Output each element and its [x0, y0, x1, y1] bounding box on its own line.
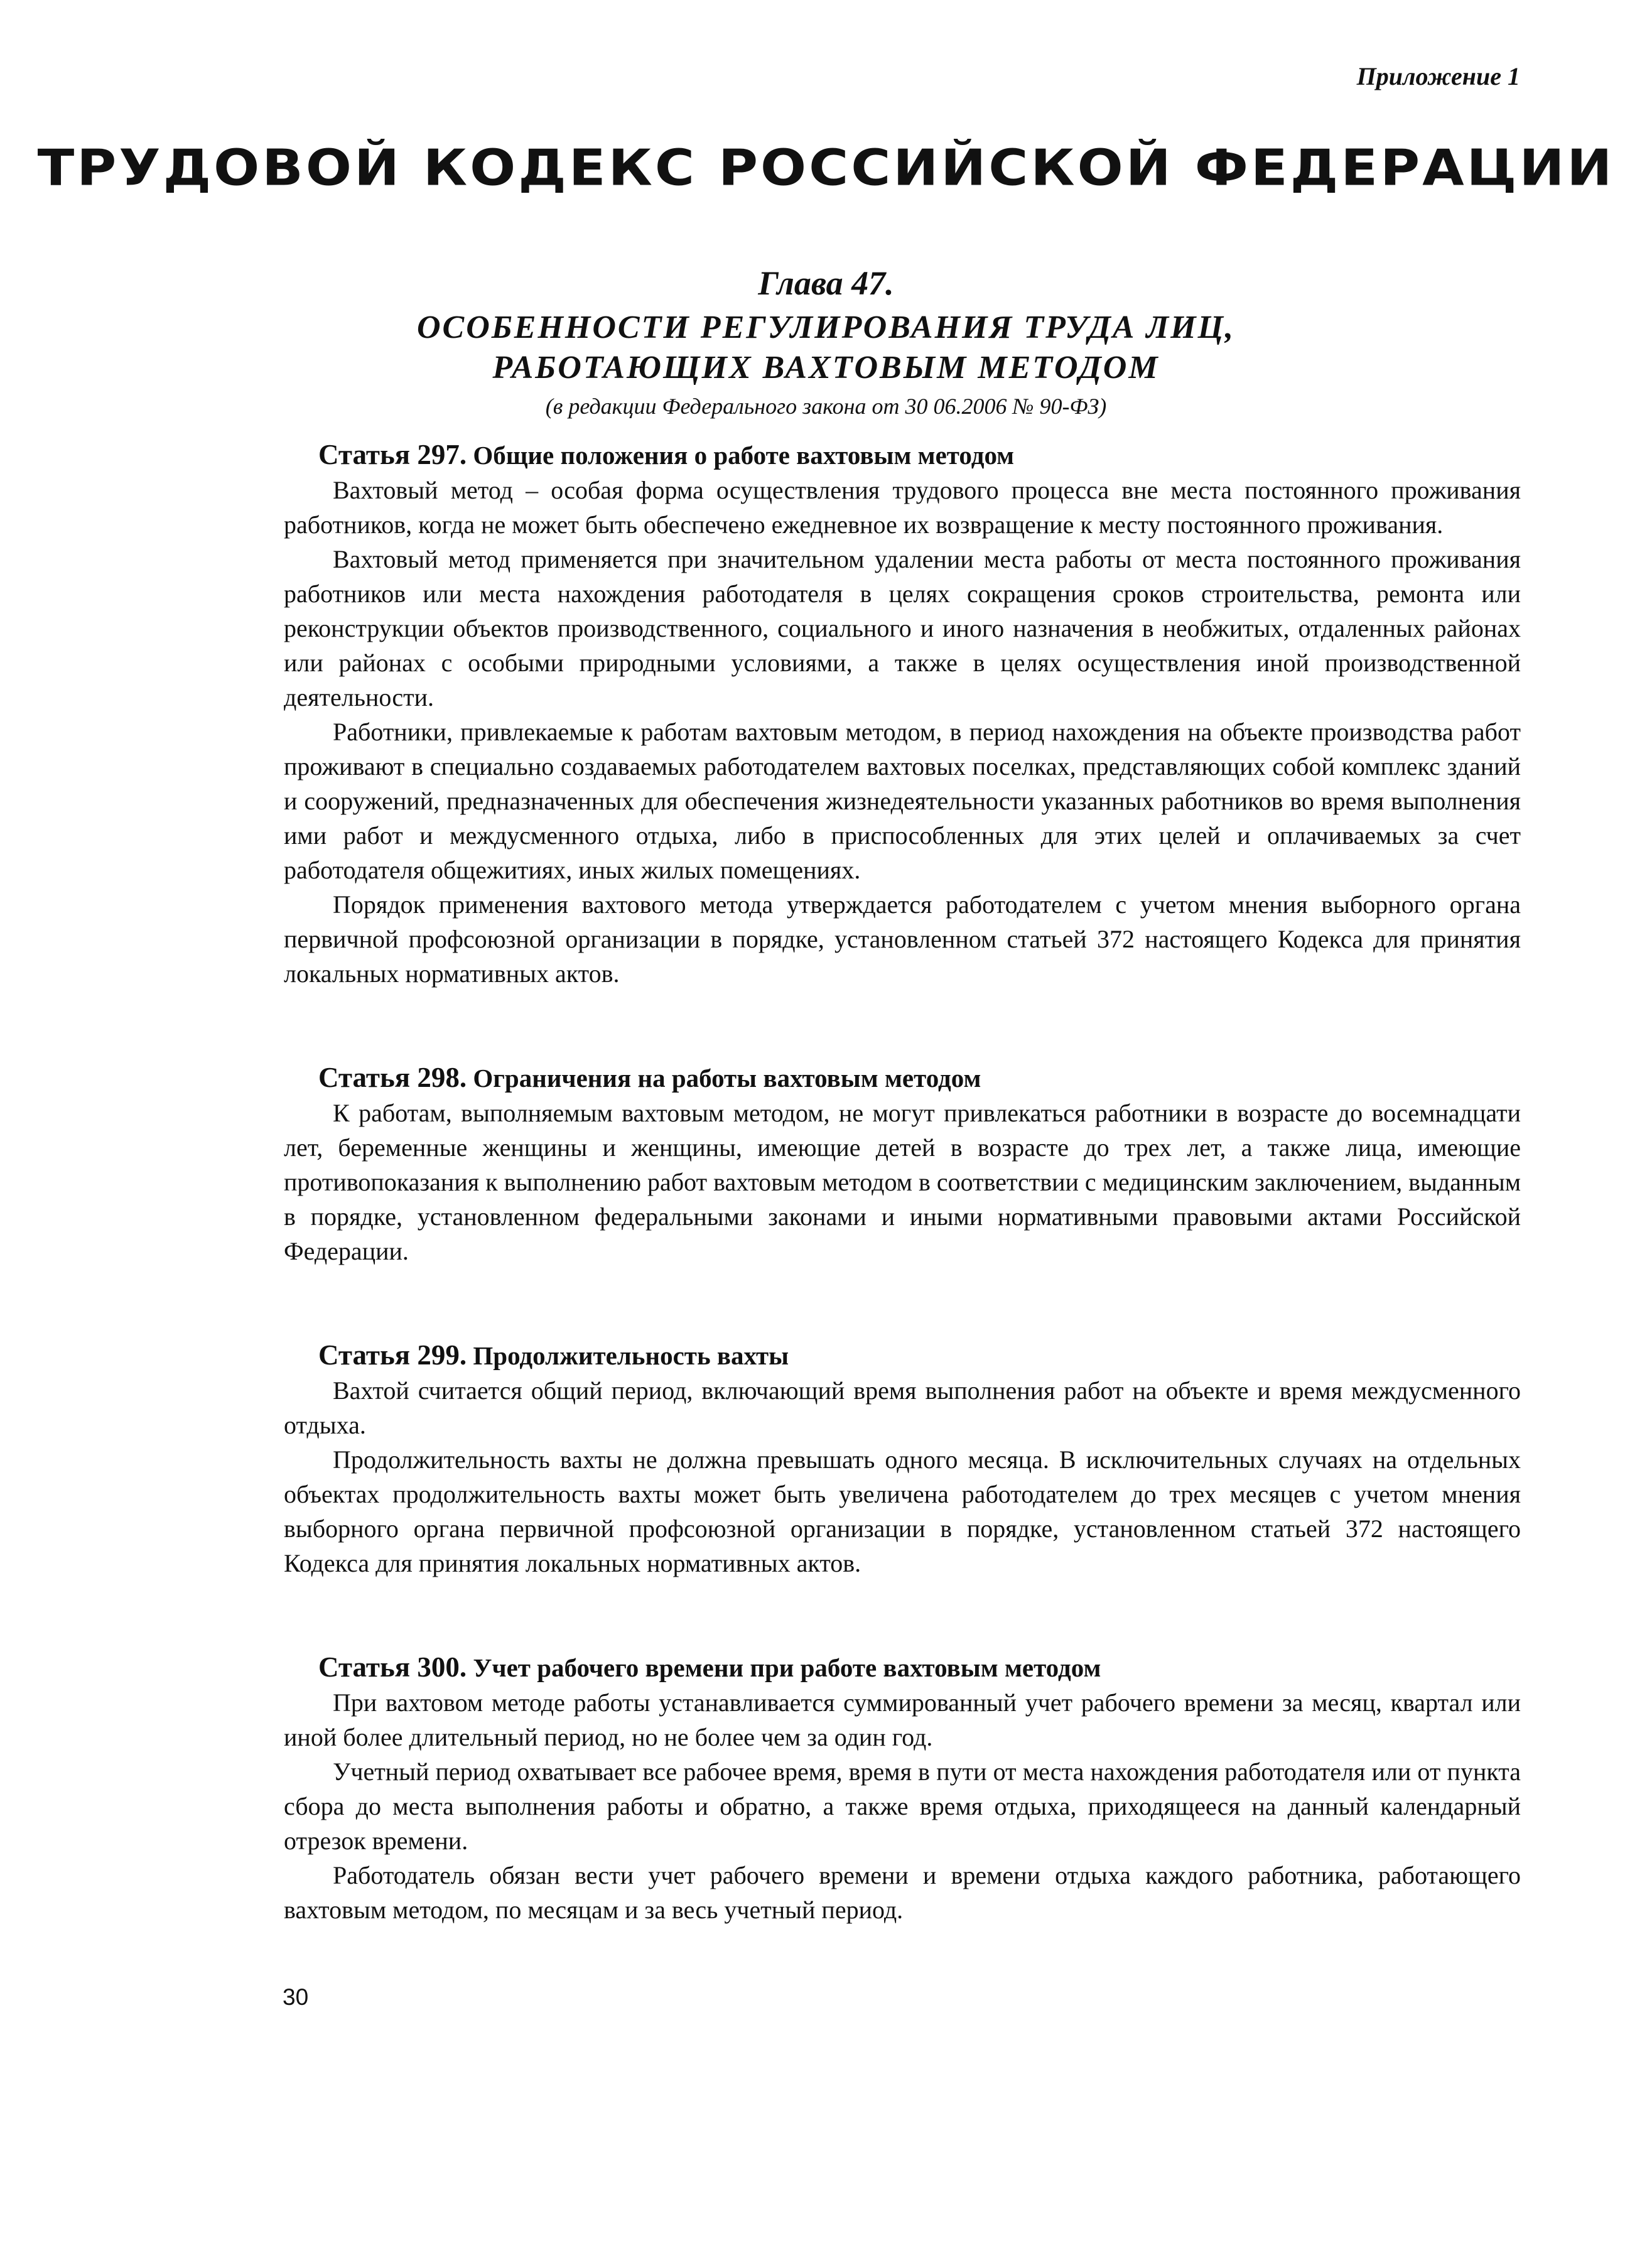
article-heading [318, 1650, 1521, 1685]
article-paragraph: К работам, выполняемым вахтовым методом, не могут привлекаться работники в возрасте до восемнадцати лет, беременные женщины и женщины, имеющие детей в возрасте до трех лет, а также лица, имеющие противопоказания к выполнению работ вахтовым методом в соответствии с медицинским заключением, выданным в порядке, установленном федеральными законами и иными нормативными правовыми актами Российской Федерации. [284, 1099, 1521, 1265]
appendix-label: Приложение 1 [1356, 62, 1520, 90]
article-title: Продолжительность вахты [473, 1341, 789, 1370]
article-paragraph: Вахтовый метод – особая форма осуществления трудового процесса вне места постоянного проживания работников, когда не может быть обеспечено ежедневное их возвращение к месту постоянного проживания. [284, 476, 1521, 539]
article-heading [318, 437, 1521, 473]
chapter-edition-note: (в редакции Федерального закона от 30 06.2006 № 90-ФЗ) [545, 394, 1107, 419]
article-297 [284, 437, 1521, 991]
article-paragraph: Учетный период охватывает все рабочее время, время в пути от места нахождения работодателя или от пункта сбора до места выполнения работы и обратно, а также время отдыха, приходящееся на данный календарный отрезок времени. [284, 1758, 1521, 1855]
article-heading [318, 1337, 1521, 1373]
article-title: Общие положения о работе вахтовым методом [473, 441, 1015, 470]
chapter-title-line1: ОСОБЕННОСТИ РЕГУЛИРОВАНИЯ ТРУДА ЛИЦ, [416, 310, 1236, 345]
article-298 [284, 1060, 1521, 1268]
article-paragraph: Вахтой считается общий период, включающий время выполнения работ на объекте и время междусменного отдыха. [284, 1376, 1521, 1439]
article-299 [284, 1337, 1521, 1580]
article-300 [284, 1650, 1521, 1927]
document-title: ТРУДОВОЙ КОДЕКС РОССИЙСКОЙ ФЕДЕРАЦИИ [37, 139, 1615, 197]
chapter-title-line2: РАБОТАЮЩИХ ВАХТОВЫМ МЕТОДОМ [492, 350, 1160, 386]
article-title: Учет рабочего времени при работе вахтовым методом [473, 1653, 1101, 1682]
article-label: Статья 298. [318, 1062, 467, 1093]
chapter-number: Глава 47. [758, 264, 894, 302]
article-spacer [284, 991, 1521, 1060]
article-label: Статья 300. [318, 1651, 467, 1683]
page-number: 30 [283, 1984, 309, 2010]
article-title: Ограничения на работы вахтовым методом [473, 1064, 981, 1093]
article-spacer [284, 1268, 1521, 1337]
article-label: Статья 299. [318, 1339, 467, 1371]
article-paragraph: Продолжительность вахты не должна превышать одного месяца. В исключительных случаях на отдельных объектах продолжительность вахты может быть увеличена работодателем до трех месяцев с учетом мнения выборного органа первичной профсоюзной организации в порядке, установленном статьей 372 настоящего Кодекса для принятия локальных нормативных актов. [284, 1445, 1521, 1577]
article-paragraph: Работники, привлекаемые к работам вахтовым методом, в период нахождения на объекте производства работ проживают в специально создаваемых работодателем вахтовых поселках, представляющих собой комплекс зданий и сооружений, предназначенных для обеспечения жизнедеятельности указанных работников во время выполнения ими работ и междусменного отдыха, либо в приспособленных для этих целей и оплачиваемых за счет работодателя общежитиях, иных жилых помещениях. [284, 718, 1521, 884]
articles-container [284, 437, 1521, 1927]
article-spacer [284, 1580, 1521, 1650]
article-paragraph: Вахтовый метод применяется при значительном удалении места работы от места постоянного проживания работников или места нахождения работодателя в целях сокращения сроков строительства, ремонта или реконструкции объектов производственного, социального и иного назначения в необжитых, отдаленных районах или районах с особыми природными условиями, а также в целях осуществления иной производственной деятельности. [284, 545, 1521, 711]
article-label: Статья 297. [318, 439, 467, 470]
article-paragraph: При вахтовом методе работы устанавливается суммированный учет рабочего времени за месяц, квартал или иной более длительный период, но не более чем за один год. [284, 1688, 1521, 1751]
article-heading [318, 1060, 1521, 1096]
article-paragraph: Порядок применения вахтового метода утверждается работодателем с учетом мнения выборного органа первичной профсоюзной организации в порядке, установленном статьей 372 настоящего Кодекса для принятия локальных нормативных актов. [284, 890, 1521, 988]
article-paragraph: Работодатель обязан вести учет рабочего времени и времени отдыха каждого работника, работающего вахтовым методом, по месяцам и за весь учетный период. [284, 1861, 1521, 1924]
